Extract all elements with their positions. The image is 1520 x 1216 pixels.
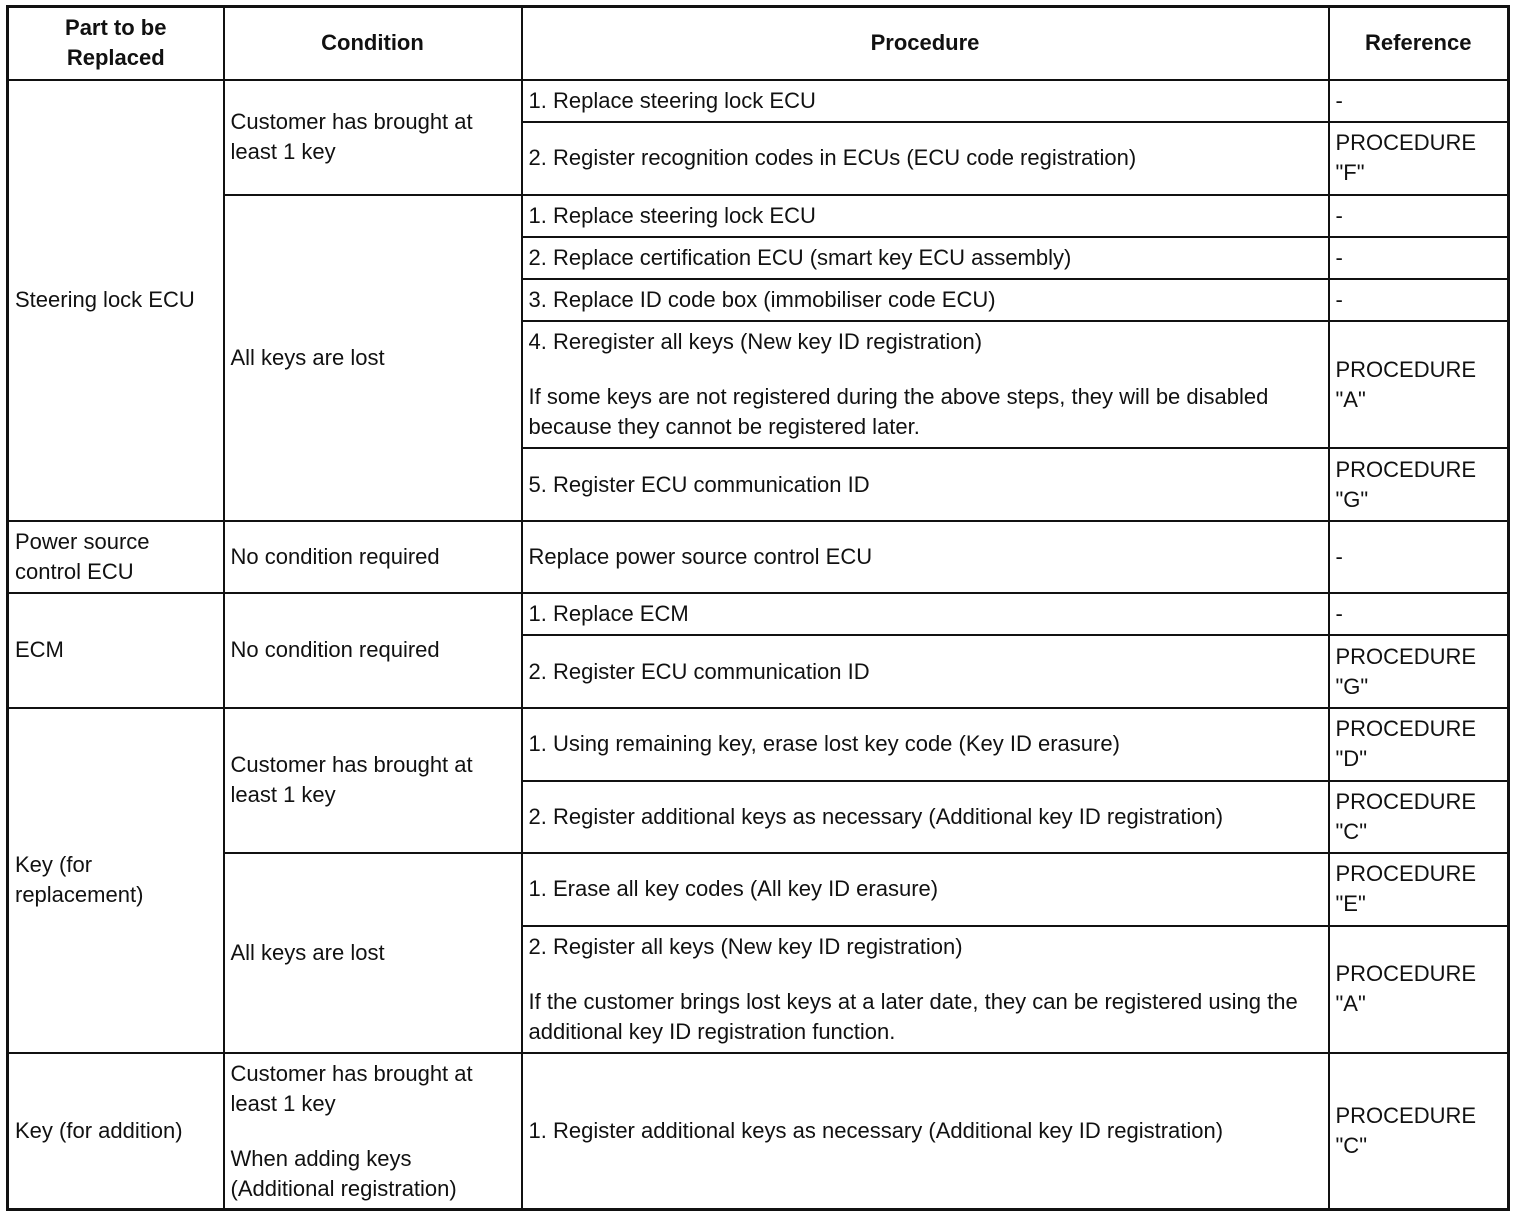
table-row	[8, 521, 1509, 593]
part-cell: Key (for replacement)	[8, 708, 224, 1054]
condition-cell: Customer has brought at least 1 key	[224, 708, 522, 853]
reference-cell: -	[1329, 521, 1509, 593]
header-part: Part to be Replaced	[8, 7, 224, 80]
header-procedure: Procedure	[522, 7, 1329, 80]
procedure-cell: 1. Replace ECM	[522, 593, 1329, 635]
condition-note: When adding keys (Additional registration)	[230, 1145, 457, 1201]
part-cell: Key (for addition)	[8, 1053, 224, 1209]
condition-cell	[224, 1053, 522, 1209]
table-row	[8, 1053, 1509, 1209]
reference-cell: -	[1329, 593, 1509, 635]
procedure-cell: 2. Register ECU communication ID	[522, 635, 1329, 707]
procedure-step: 2. Register all keys (New key ID registration)	[528, 933, 963, 959]
table-row	[8, 80, 1509, 122]
procedure-cell: 1. Erase all key codes (All key ID erasure)	[522, 853, 1329, 926]
header-reference: Reference	[1329, 7, 1509, 80]
procedure-cell: Replace power source control ECU	[522, 521, 1329, 593]
procedure-cell: 5. Register ECU communication ID	[522, 448, 1329, 521]
reference-cell: PROCEDURE "G"	[1329, 448, 1509, 521]
header-row	[8, 7, 1509, 80]
reference-cell: -	[1329, 195, 1509, 237]
condition-cell: No condition required	[224, 593, 522, 707]
procedure-step: 4. Reregister all keys (New key ID registration)	[528, 329, 983, 355]
condition-cell: Customer has brought at least 1 key	[224, 80, 522, 195]
reference-cell: PROCEDURE "A"	[1329, 926, 1509, 1053]
header-condition: Condition	[224, 7, 522, 80]
procedure-cell	[522, 926, 1329, 1053]
procedure-cell	[522, 321, 1329, 448]
key-registration-table	[6, 5, 1510, 1211]
procedure-cell: 3. Replace ID code box (immobiliser code ECU)	[522, 279, 1329, 321]
condition-cell: All keys are lost	[224, 195, 522, 522]
procedure-cell: 1. Using remaining key, erase lost key code (Key ID erasure)	[522, 708, 1329, 781]
table-row	[8, 593, 1509, 635]
condition-cell: No condition required	[224, 521, 522, 593]
procedure-cell: 1. Replace steering lock ECU	[522, 195, 1329, 237]
part-cell: Steering lock ECU	[8, 80, 224, 522]
reference-cell: PROCEDURE "D"	[1329, 708, 1509, 781]
reference-cell: PROCEDURE "F"	[1329, 122, 1509, 195]
condition-cell: All keys are lost	[224, 853, 522, 1053]
reference-cell: -	[1329, 279, 1509, 321]
table-row	[8, 853, 1509, 926]
procedure-cell: 2. Register additional keys as necessary (Additional key ID registration)	[522, 781, 1329, 853]
part-cell: ECM	[8, 593, 224, 707]
procedure-cell: 1. Replace steering lock ECU	[522, 80, 1329, 122]
procedure-cell: 1. Register additional keys as necessary (Additional key ID registration)	[522, 1053, 1329, 1209]
reference-cell: PROCEDURE "G"	[1329, 635, 1509, 707]
reference-cell: PROCEDURE "E"	[1329, 853, 1509, 926]
table-row	[8, 708, 1509, 781]
condition-text: Customer has brought at least 1 key	[230, 1060, 473, 1116]
part-cell: Power source control ECU	[8, 521, 224, 593]
procedure-note: If some keys are not registered during the above steps, they will be disabled because they cannot be registered later.	[528, 384, 1269, 440]
reference-cell: PROCEDURE "C"	[1329, 781, 1509, 853]
procedure-cell: 2. Register recognition codes in ECUs (ECU code registration)	[522, 122, 1329, 195]
reference-cell: PROCEDURE "A"	[1329, 321, 1509, 448]
procedure-cell: 2. Replace certification ECU (smart key ECU assembly)	[522, 237, 1329, 279]
reference-cell: PROCEDURE "C"	[1329, 1053, 1509, 1209]
table-row	[8, 195, 1509, 237]
reference-cell: -	[1329, 237, 1509, 279]
procedure-note: If the customer brings lost keys at a later date, they can be registered using the additional key ID registration function.	[528, 988, 1298, 1044]
reference-cell: -	[1329, 80, 1509, 122]
